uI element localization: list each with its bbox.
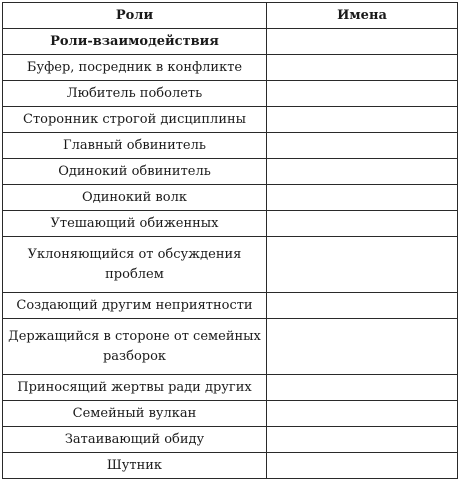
table-row [3,401,458,427]
role-cell: Одинокий обвинитель [3,159,267,185]
name-cell[interactable] [267,29,458,55]
role-cell: Семейный вулкан [3,401,267,427]
name-cell[interactable] [267,427,458,453]
name-cell[interactable] [267,81,458,107]
table-row [3,427,458,453]
name-cell[interactable] [267,159,458,185]
section-row [3,29,458,55]
name-cell[interactable] [267,107,458,133]
role-cell: Одинокий волк [3,185,267,211]
role-cell: Приносящий жертвы ради других [3,375,267,401]
name-cell[interactable] [267,185,458,211]
role-cell: Любитель поболеть [3,81,267,107]
name-cell[interactable] [267,319,458,375]
name-cell[interactable] [267,55,458,81]
roles-table [2,2,458,479]
name-cell[interactable] [267,237,458,293]
name-cell[interactable] [267,133,458,159]
table-row [3,55,458,81]
role-cell: Утешающий обиженных [3,211,267,237]
table-row [3,211,458,237]
table-row [3,375,458,401]
role-cell: Создающий другим неприятности [3,293,267,319]
role-cell: Держащийся в стороне от семейных разборок [3,319,267,375]
header-names: Имена [267,3,458,29]
name-cell[interactable] [267,293,458,319]
name-cell[interactable] [267,401,458,427]
section-title: Роли-взаимодействия [3,29,267,55]
role-cell: Шутник [3,453,267,479]
table-row [3,133,458,159]
role-cell: Сторонник строгой дисциплины [3,107,267,133]
role-cell: Главный обвинитель [3,133,267,159]
table-row [3,107,458,133]
table-row [3,81,458,107]
name-cell[interactable] [267,375,458,401]
header-row [3,3,458,29]
role-cell: Буфер, посредник в конфликте [3,55,267,81]
table-row [3,319,458,375]
table-row [3,159,458,185]
header-roles: Роли [3,3,267,29]
role-cell: Затаивающий обиду [3,427,267,453]
table-row [3,293,458,319]
table-row [3,453,458,479]
role-cell: Уклоняющийся от обсуждения проблем [3,237,267,293]
table-row [3,185,458,211]
table-row [3,237,458,293]
name-cell[interactable] [267,211,458,237]
name-cell[interactable] [267,453,458,479]
